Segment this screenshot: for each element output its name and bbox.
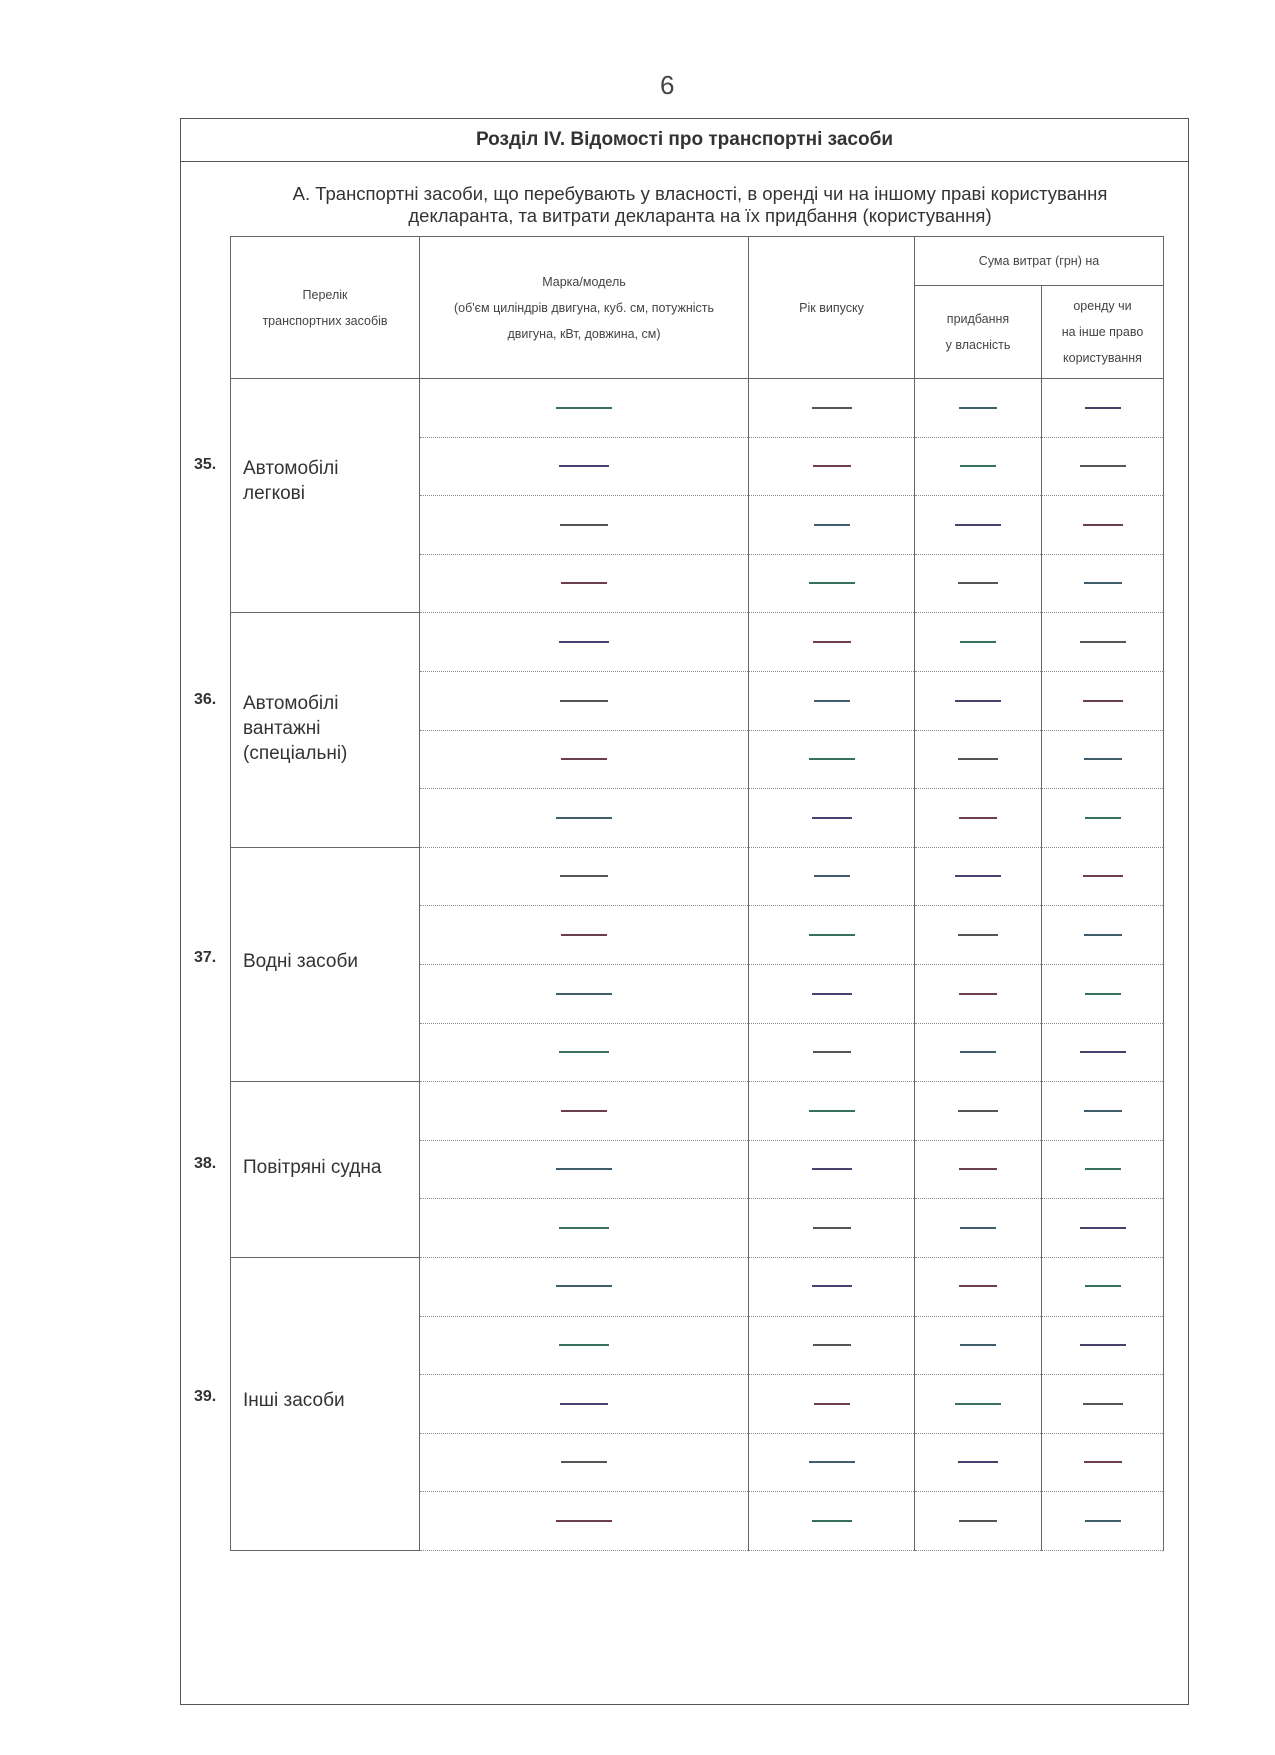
empty-value-dash	[1080, 465, 1126, 467]
empty-value-dash	[960, 641, 996, 643]
empty-value-dash	[809, 1110, 855, 1112]
cell-rent	[1042, 906, 1164, 965]
cell-purchase	[915, 730, 1042, 789]
cell-year	[749, 1082, 915, 1141]
empty-value-dash	[955, 700, 1001, 702]
empty-value-dash	[960, 1344, 996, 1346]
header-rent	[1042, 286, 1164, 379]
cell-purchase	[915, 1023, 1042, 1082]
cell-rent	[1042, 1257, 1164, 1316]
cell-purchase	[915, 379, 1042, 438]
cell-model	[420, 1492, 749, 1551]
cell-purchase	[915, 1140, 1042, 1199]
header-rent-line-1: оренду чи	[1073, 299, 1132, 313]
empty-value-dash	[556, 1168, 612, 1170]
cell-year	[749, 379, 915, 438]
cell-rent	[1042, 613, 1164, 672]
cell-model	[420, 906, 749, 965]
cell-rent	[1042, 789, 1164, 848]
empty-value-dash	[1083, 524, 1123, 526]
header-expenses: Сума витрат (грн) на	[915, 237, 1164, 286]
page-number: 6	[660, 70, 675, 100]
category-label-line: Автомобілі	[243, 692, 339, 714]
cell-purchase	[915, 1257, 1042, 1316]
empty-value-dash	[1084, 1110, 1122, 1112]
table-row	[231, 613, 1164, 672]
empty-value-dash	[560, 700, 608, 702]
empty-value-dash	[1085, 993, 1121, 995]
cell-year	[749, 1199, 915, 1258]
empty-value-dash	[959, 1520, 997, 1522]
cell-purchase	[915, 437, 1042, 496]
category-label	[243, 1155, 381, 1180]
empty-value-dash	[809, 582, 855, 584]
header-rent-line-2: на інше право	[1061, 325, 1144, 339]
cell-purchase	[915, 671, 1042, 730]
cell-purchase	[915, 1433, 1042, 1492]
empty-value-dash	[556, 817, 612, 819]
empty-value-dash	[1084, 934, 1122, 936]
empty-value-dash	[955, 875, 1001, 877]
category-label	[243, 456, 338, 506]
empty-value-dash	[959, 407, 997, 409]
category-label-line: Водні засоби	[243, 950, 358, 972]
category-label-line: вантажні	[243, 717, 321, 739]
header-model-line-2: (об'єм циліндрів двигуна, куб. см, потужність	[453, 300, 714, 315]
category-cell	[194, 613, 420, 847]
empty-value-dash	[959, 817, 997, 819]
empty-value-dash	[1083, 875, 1123, 877]
cell-model	[420, 671, 749, 730]
cell-rent	[1042, 437, 1164, 496]
cell-purchase	[915, 1082, 1042, 1141]
cell-purchase	[915, 1375, 1042, 1434]
cell-purchase	[915, 906, 1042, 965]
empty-value-dash	[814, 875, 850, 877]
category-label	[243, 1388, 345, 1413]
category-label-line: (спеціальні)	[243, 742, 348, 764]
cell-model	[420, 1257, 749, 1316]
header-year: Рік випуску	[749, 237, 915, 379]
cell-model	[420, 1199, 749, 1258]
empty-value-dash	[556, 1520, 612, 1522]
cell-model	[420, 789, 749, 848]
cell-model	[420, 379, 749, 438]
empty-value-dash	[561, 1461, 607, 1463]
empty-value-dash	[959, 1168, 997, 1170]
empty-value-dash	[814, 700, 850, 702]
cell-purchase	[915, 1316, 1042, 1375]
table-row	[231, 1082, 1164, 1141]
header-rent-line-3: користування	[1063, 351, 1142, 365]
empty-value-dash	[1080, 641, 1126, 643]
empty-value-dash	[812, 993, 852, 995]
cell-year	[749, 964, 915, 1023]
header-model-line-3: двигуна, кВт, довжина, см)	[507, 326, 661, 341]
cell-year	[749, 906, 915, 965]
category-number: 39.	[194, 1387, 217, 1405]
empty-value-dash	[556, 993, 612, 995]
empty-value-dash	[813, 641, 851, 643]
cell-year	[749, 1375, 915, 1434]
empty-value-dash	[559, 1344, 609, 1346]
category-label	[243, 949, 358, 974]
cell-rent	[1042, 1023, 1164, 1082]
subsection-line-2: декларанта, та витрати декларанта на їх придбання (користування)	[408, 205, 992, 226]
empty-value-dash	[559, 641, 609, 643]
empty-value-dash	[560, 1403, 608, 1405]
cell-rent	[1042, 730, 1164, 789]
cell-purchase	[915, 1199, 1042, 1258]
empty-value-dash	[959, 993, 997, 995]
cell-rent	[1042, 847, 1164, 906]
category-label-line: Автомобілі	[243, 458, 339, 480]
empty-value-dash	[958, 1461, 998, 1463]
cell-purchase	[915, 496, 1042, 555]
empty-value-dash	[813, 465, 851, 467]
cell-year	[749, 437, 915, 496]
cell-year	[749, 847, 915, 906]
empty-value-dash	[559, 465, 609, 467]
category-cell	[194, 1257, 420, 1550]
cell-rent	[1042, 964, 1164, 1023]
cell-purchase	[915, 964, 1042, 1023]
category-label	[243, 691, 347, 766]
subsection-title	[240, 183, 1160, 227]
header-list	[231, 237, 420, 379]
empty-value-dash	[1085, 1285, 1121, 1287]
table-row	[231, 379, 1164, 438]
empty-value-dash	[561, 758, 607, 760]
cell-model	[420, 1375, 749, 1434]
cell-rent	[1042, 671, 1164, 730]
cell-year	[749, 671, 915, 730]
empty-value-dash	[812, 1520, 852, 1522]
header-list-line-2: транспортних засобів	[262, 313, 388, 328]
cell-model	[420, 496, 749, 555]
empty-value-dash	[960, 1227, 996, 1229]
empty-value-dash	[809, 758, 855, 760]
empty-value-dash	[814, 1403, 850, 1405]
cell-year	[749, 1140, 915, 1199]
cell-rent	[1042, 379, 1164, 438]
subsection-line-1: . Транспортні засоби, що перебувають у власності, в оренді чи на іншому праві користування	[304, 183, 1108, 204]
empty-value-dash	[958, 934, 998, 936]
empty-value-dash	[809, 934, 855, 936]
empty-value-dash	[560, 875, 608, 877]
empty-value-dash	[1085, 817, 1121, 819]
cell-purchase	[915, 554, 1042, 613]
cell-rent	[1042, 1140, 1164, 1199]
category-number: 36.	[194, 690, 217, 708]
empty-value-dash	[561, 934, 607, 936]
empty-value-dash	[1080, 1344, 1126, 1346]
empty-value-dash	[1080, 1227, 1126, 1229]
cell-model	[420, 964, 749, 1023]
cell-model	[420, 847, 749, 906]
cell-model	[420, 554, 749, 613]
empty-value-dash	[559, 1227, 609, 1229]
empty-value-dash	[812, 1285, 852, 1287]
empty-value-dash	[813, 1227, 851, 1229]
category-number: 37.	[194, 948, 217, 966]
header-purchase-line-2: у власність	[945, 338, 1011, 352]
empty-value-dash	[1085, 407, 1121, 409]
category-label-line: Повітряні судна	[243, 1156, 382, 1178]
empty-value-dash	[560, 524, 608, 526]
category-cell	[194, 847, 420, 1081]
subsection-letter: А	[292, 183, 305, 204]
cell-purchase	[915, 789, 1042, 848]
empty-value-dash	[812, 407, 852, 409]
empty-value-dash	[960, 1051, 996, 1053]
empty-value-dash	[1085, 1168, 1121, 1170]
category-label-line: Інші засоби	[243, 1389, 345, 1411]
category-cell	[194, 1082, 420, 1258]
cell-year	[749, 496, 915, 555]
cell-model	[420, 730, 749, 789]
cell-rent	[1042, 1375, 1164, 1434]
cell-rent	[1042, 1492, 1164, 1551]
empty-value-dash	[958, 1110, 998, 1112]
section-title: Розділ IV. Відомості про транспортні засоби	[180, 118, 1189, 162]
cell-year	[749, 554, 915, 613]
header-model	[420, 237, 749, 379]
empty-value-dash	[1084, 582, 1122, 584]
vehicles-table	[194, 236, 1164, 1551]
empty-value-dash	[813, 1344, 851, 1346]
cell-model	[420, 1433, 749, 1492]
category-number: 38.	[194, 1154, 217, 1172]
table-body	[194, 379, 1164, 1551]
empty-value-dash	[556, 407, 612, 409]
cell-model	[420, 1023, 749, 1082]
cell-year	[749, 1433, 915, 1492]
empty-value-dash	[958, 582, 998, 584]
empty-value-dash	[812, 817, 852, 819]
category-number: 35.	[194, 456, 217, 474]
empty-value-dash	[814, 524, 850, 526]
empty-value-dash	[1083, 700, 1123, 702]
empty-value-dash	[561, 582, 607, 584]
empty-value-dash	[559, 1051, 609, 1053]
cell-model	[420, 1316, 749, 1375]
empty-value-dash	[1084, 1461, 1122, 1463]
empty-value-dash	[1080, 1051, 1126, 1053]
empty-value-dash	[1085, 1520, 1121, 1522]
empty-value-dash	[812, 1168, 852, 1170]
cell-model	[420, 1140, 749, 1199]
header-purchase-line-1: придбання	[946, 312, 1010, 326]
cell-model	[420, 613, 749, 672]
cell-purchase	[915, 847, 1042, 906]
empty-value-dash	[960, 465, 996, 467]
empty-value-dash	[809, 1461, 855, 1463]
table-row	[231, 847, 1164, 906]
empty-value-dash	[813, 1051, 851, 1053]
category-label-line: легкові	[243, 483, 305, 505]
cell-rent	[1042, 554, 1164, 613]
cell-year	[749, 1316, 915, 1375]
cell-purchase	[915, 613, 1042, 672]
cell-model	[420, 437, 749, 496]
cell-rent	[1042, 496, 1164, 555]
empty-value-dash	[556, 1285, 612, 1287]
table-row	[231, 1257, 1164, 1316]
header-model-line-1: Марка/модель	[542, 274, 626, 289]
cell-year	[749, 1023, 915, 1082]
empty-value-dash	[959, 1285, 997, 1287]
empty-value-dash	[1083, 1403, 1123, 1405]
header-list-line-1: Перелік	[302, 287, 348, 302]
cell-rent	[1042, 1199, 1164, 1258]
empty-value-dash	[955, 524, 1001, 526]
cell-purchase	[915, 1492, 1042, 1551]
cell-rent	[1042, 1316, 1164, 1375]
empty-value-dash	[561, 1110, 607, 1112]
cell-year	[749, 1492, 915, 1551]
empty-value-dash	[1084, 758, 1122, 760]
cell-year	[749, 789, 915, 848]
category-cell	[194, 379, 420, 613]
cell-rent	[1042, 1433, 1164, 1492]
cell-model	[420, 1082, 749, 1141]
cell-year	[749, 1257, 915, 1316]
cell-year	[749, 730, 915, 789]
cell-rent	[1042, 1082, 1164, 1141]
empty-value-dash	[955, 1403, 1001, 1405]
cell-year	[749, 613, 915, 672]
header-purchase	[915, 286, 1042, 379]
empty-value-dash	[958, 758, 998, 760]
